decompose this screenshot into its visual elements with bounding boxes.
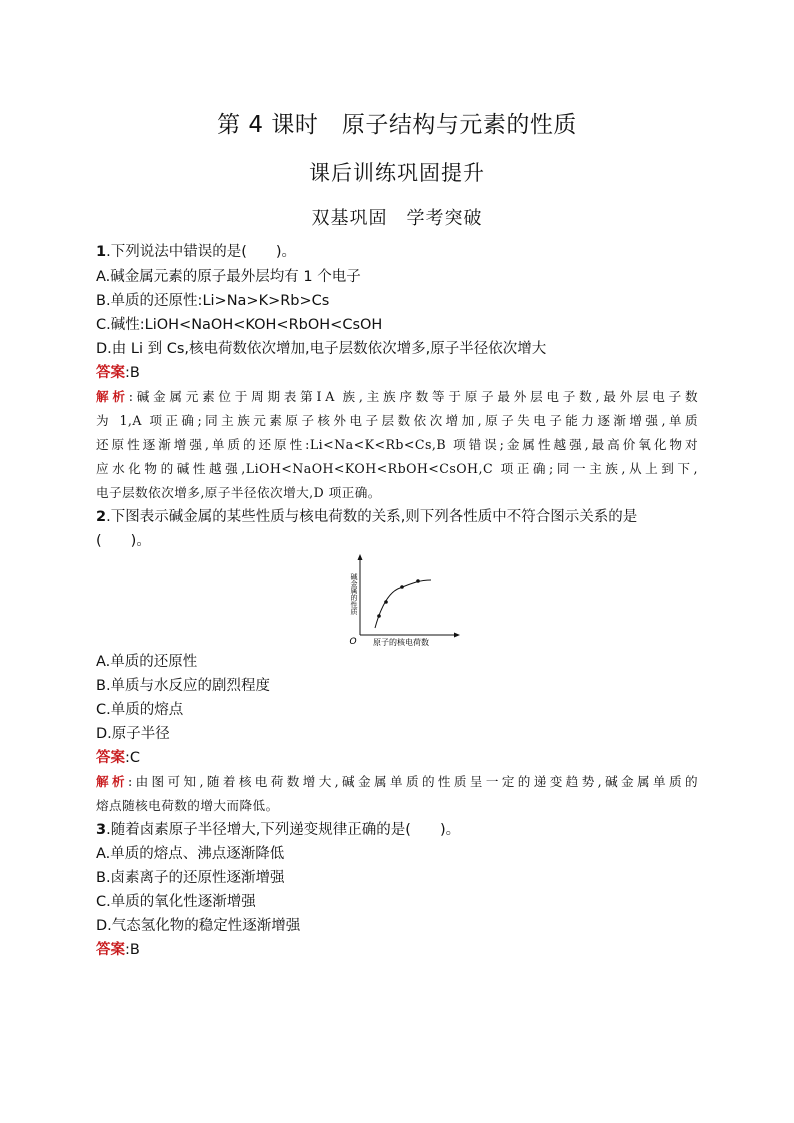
- q1-answer: [96, 364, 698, 382]
- section-heading: 双基巩固 学考突破: [311, 208, 483, 229]
- answer-label: 答案: [96, 365, 125, 381]
- q2-explanation-text-1: :由图可知,随着核电荷数增大,碱金属单质的性质呈一定的递变趋势,碱金属单质的: [127, 774, 698, 789]
- q1-number: 1: [96, 244, 107, 260]
- q3-answer-value: :B: [125, 942, 140, 958]
- figure-x-arrow: [454, 633, 460, 638]
- q2-stem-text: .下图表示碱金属的某些性质与核电荷数的关系,则下列各性质中不符合图示关系的是: [106, 509, 638, 525]
- figure-y-label: 碱金属的性质: [350, 573, 358, 615]
- lesson-title: 第 4 课时 原子结构与元素的性质: [217, 112, 577, 138]
- q1-option-b: B.单质的还原性:Li>Na>K>Rb>Cs: [96, 293, 330, 309]
- q1-stem-text: .下列说法中错误的是( )。: [106, 244, 297, 260]
- q3-option-c: C.单质的氧化性逐渐增强: [96, 894, 256, 910]
- q2-explanation-line-1: [96, 773, 698, 791]
- q2-answer-value: :C: [125, 750, 141, 766]
- q2-stem: [96, 508, 698, 526]
- q1-explanation-line-5: 电子层数依次增多,原子半径依次增大,D 项正确。: [96, 485, 381, 500]
- q2-answer: [96, 749, 698, 767]
- q1-explanation-line-4: 应水化物的碱性越强,LiOH<NaOH<KOH<RbOH<CsOH,C 项正确;同一主族,从上到下,: [96, 461, 698, 476]
- q1-explanation-line-2: 为 1,A 项正确;同主族元素原子核外电子层数依次增加,原子失电子能力逐渐增强,单质: [96, 413, 698, 428]
- figure-point: [384, 600, 388, 604]
- q2-option-a: A.单质的还原性: [96, 654, 198, 670]
- figure-origin: O: [349, 637, 357, 647]
- q3-answer: [96, 941, 698, 959]
- explanation-label: 解析: [96, 774, 128, 789]
- q2-number: 2: [96, 509, 107, 525]
- q3-stem: [96, 821, 698, 839]
- q1-answer-value: :B: [125, 365, 140, 381]
- q1-explanation-line-3: 还原性逐渐增强,单质的还原性:Li<Na<K<Rb<Cs,B 项错误;金属性越强,最高价氧化物对: [96, 437, 698, 452]
- q3-stem-text: .随着卤素原子半径增大,下列递变规律正确的是( )。: [106, 822, 461, 838]
- q1-explanation-text-1: :碱金属元素位于周期表第ⅠA 族,主族序数等于原子最外层电子数,最外层电子数: [128, 389, 698, 404]
- q2-option-b: B.单质与水反应的剧烈程度: [96, 678, 271, 694]
- explanation-label: 解析: [96, 389, 129, 404]
- q3-option-a: A.单质的熔点、沸点逐渐降低: [96, 846, 285, 862]
- figure-point: [400, 585, 404, 589]
- figure-point: [377, 614, 381, 618]
- q3-option-b: B.卤素离子的还原性逐渐增强: [96, 870, 285, 886]
- q1-explanation-line-1: [96, 388, 698, 406]
- q2-option-c: C.单质的熔点: [96, 702, 184, 718]
- q1-option-a: A.碱金属元素的原子最外层均有 1 个电子: [96, 269, 361, 285]
- answer-label: 答案: [96, 942, 125, 958]
- q3-option-d: D.气态氢化物的稳定性逐渐增强: [96, 918, 301, 934]
- q2-explanation-line-2: 熔点随核电荷数的增大而降低。: [96, 798, 279, 813]
- q3-number: 3: [96, 822, 107, 838]
- figure-x-label: 原子的核电荷数: [373, 638, 429, 647]
- q2-stem-line-2: ( )。: [96, 533, 151, 549]
- q1-option-c: C.碱性:LiOH<NaOH<KOH<RbOH<CsOH: [96, 317, 383, 333]
- q1-stem: [96, 243, 698, 261]
- q1-option-d: D.由 Li 到 Cs,核电荷数依次增加,电子层数依次增多,原子半径依次增大: [96, 341, 547, 357]
- q2-figure: [338, 552, 462, 647]
- q2-option-d: D.原子半径: [96, 726, 170, 742]
- answer-label: 答案: [96, 750, 125, 766]
- figure-y-arrow: [358, 554, 363, 560]
- figure-point: [416, 579, 420, 583]
- subtitle: 课后训练巩固提升: [309, 161, 485, 185]
